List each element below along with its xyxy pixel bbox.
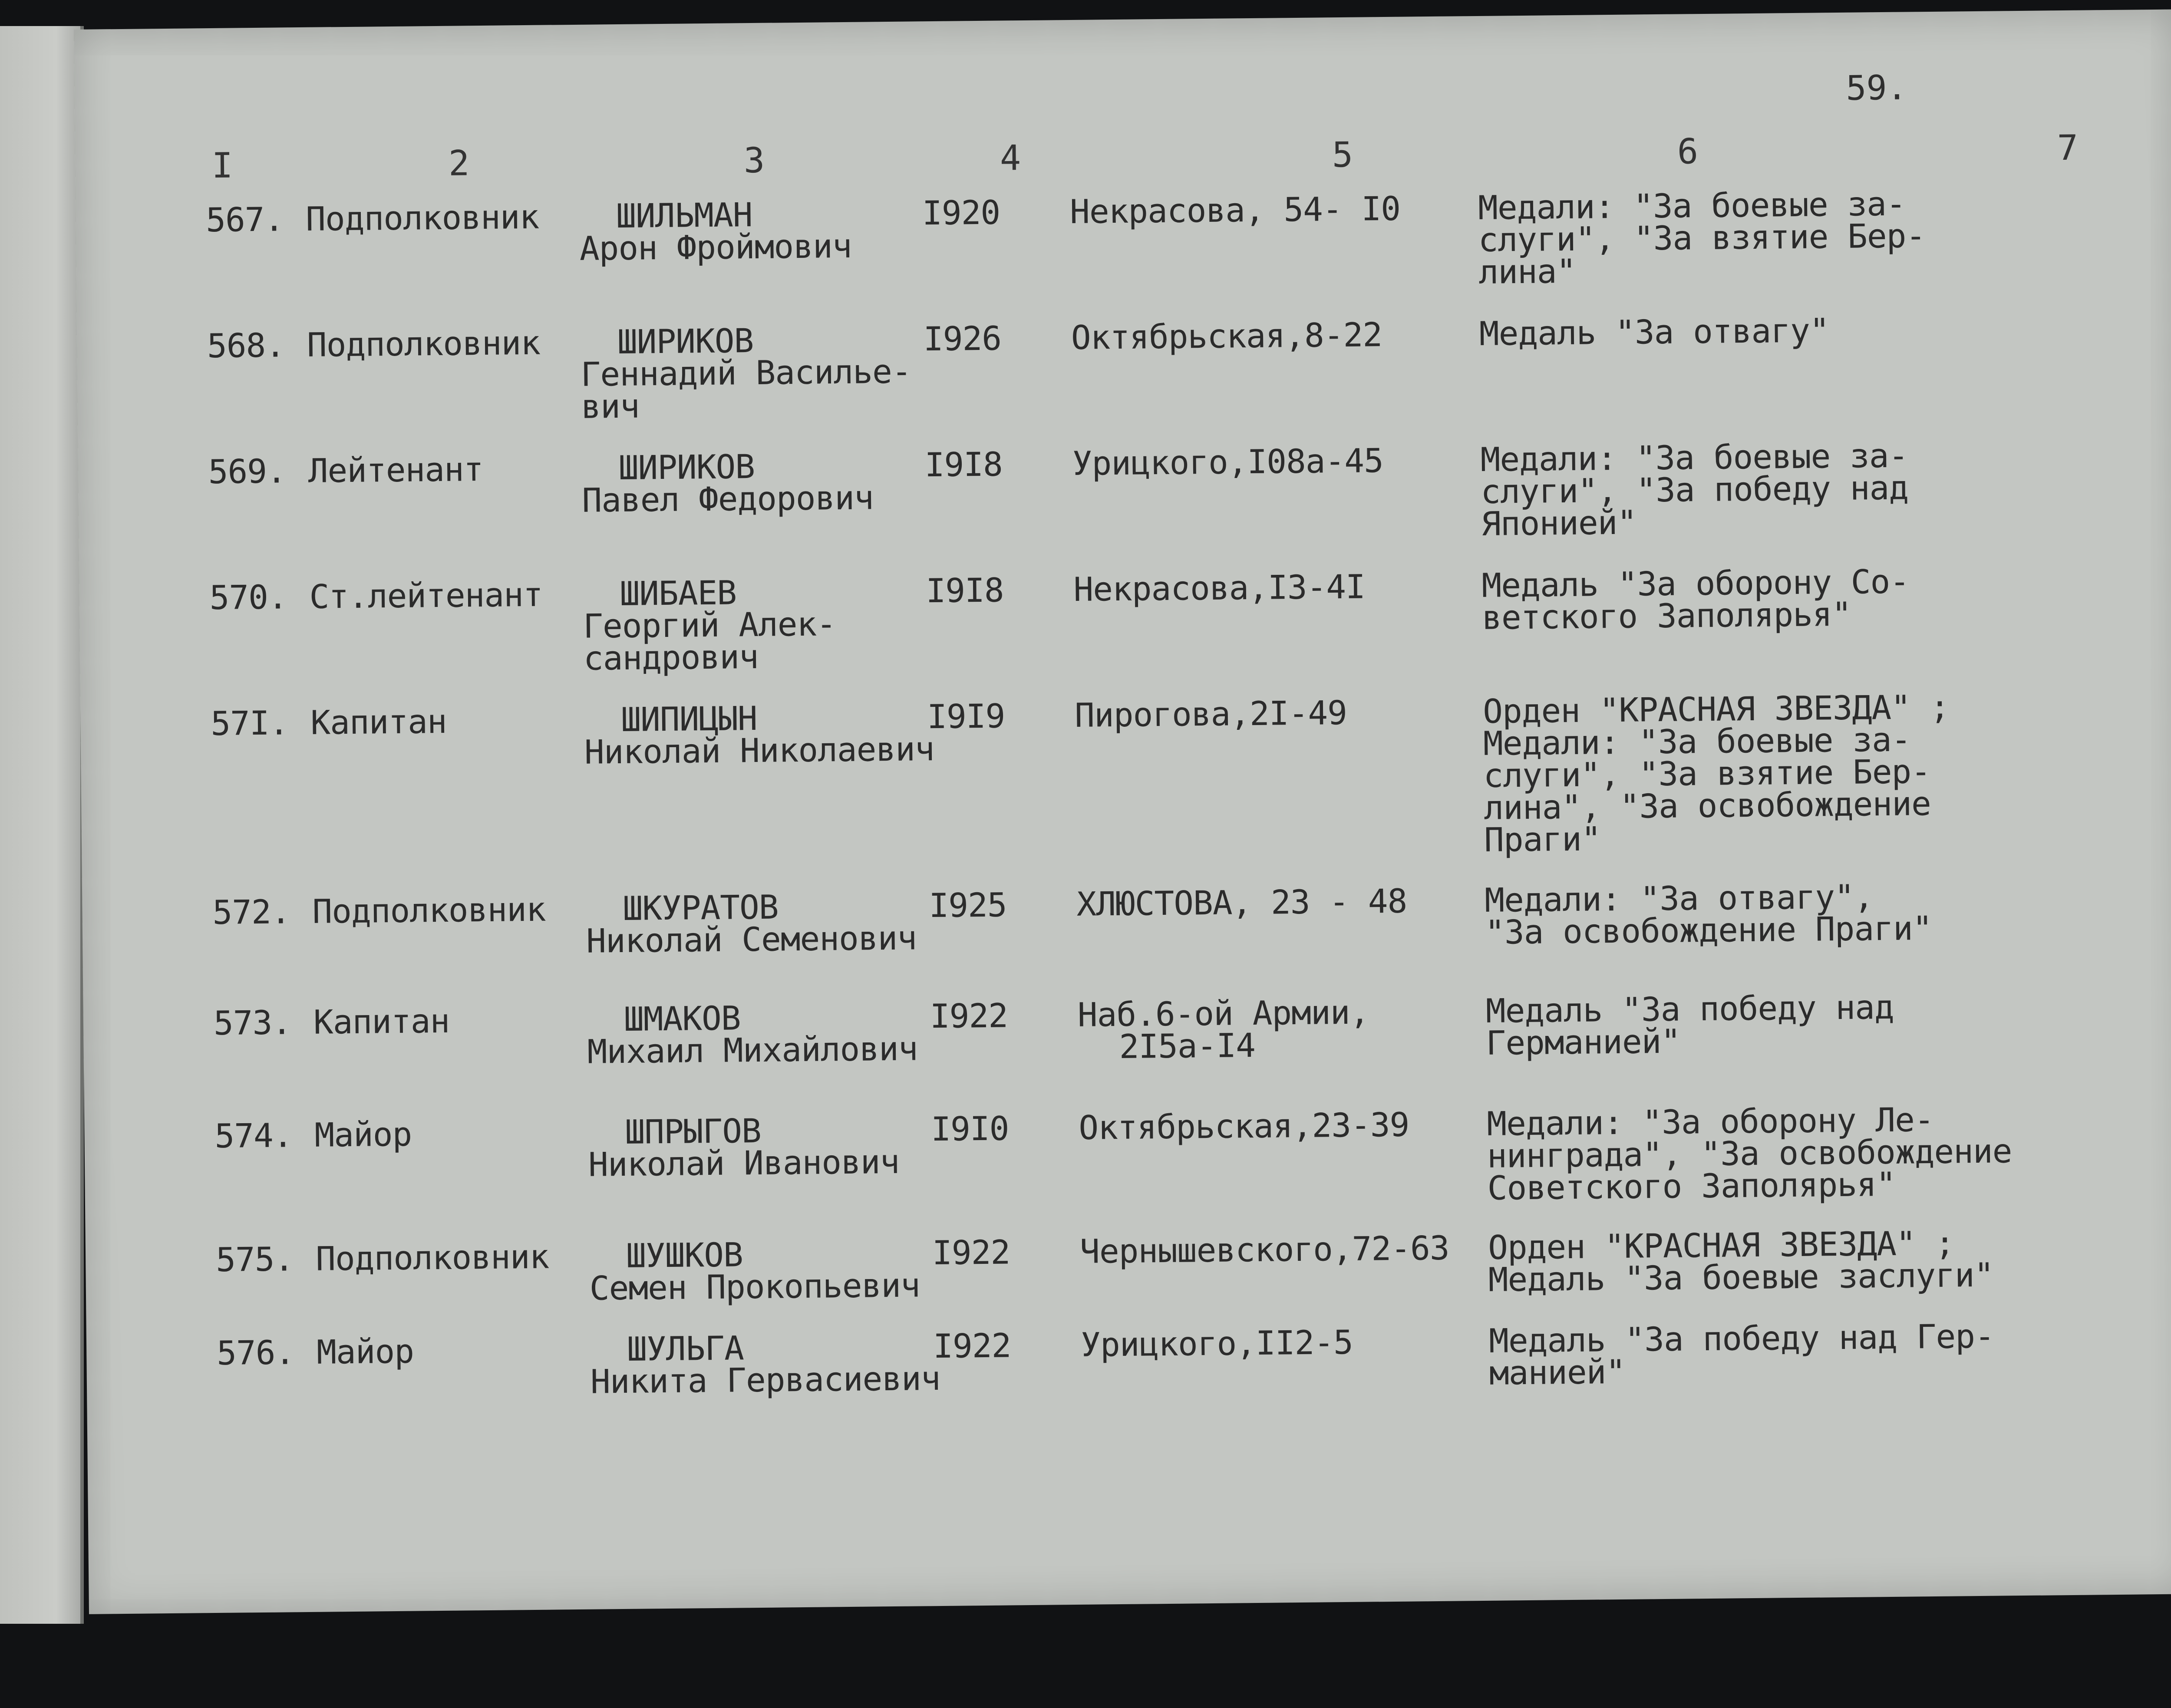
award-line: манией" (1489, 1352, 1626, 1392)
award-line: лина", "За освобождение (1483, 784, 1931, 827)
address (1074, 693, 1347, 735)
award-line: лина" (1478, 251, 1576, 291)
award-line: Медаль "За оборону Со- (1481, 562, 1910, 605)
surname: ШМАКОВ (624, 999, 741, 1039)
entry-number: 567. (205, 200, 284, 240)
surname: ШУЛЬГА (627, 1329, 744, 1368)
address (1077, 992, 1370, 1066)
address (1069, 189, 1401, 231)
given-name: Арон Фроймович (579, 226, 852, 268)
entry-number: 576. (216, 1333, 295, 1372)
entry-number: 569. (208, 452, 287, 491)
surname: ШИРИКОВ (617, 321, 754, 362)
list-item (79, 562, 2171, 678)
surname: ШИПИЦЫН (620, 699, 758, 739)
given-name: Никита Гервасиевич (590, 1358, 940, 1401)
military-rank: Капитан (310, 702, 447, 742)
surname: ШИРИКОВ (618, 447, 755, 487)
person-name (586, 887, 917, 960)
person-name (589, 1235, 921, 1308)
award-line: нинграда", "За освобождение (1487, 1131, 2012, 1175)
military-rank: Подполковник (307, 323, 541, 364)
birth-year: I926 (923, 319, 1002, 359)
awards (1481, 562, 1910, 637)
birth-year: I920 (922, 193, 1000, 233)
list-item (86, 1223, 2171, 1308)
given-name: Семен Прокопьевич (589, 1266, 921, 1308)
military-rank: Ст.лейтенант (309, 575, 543, 616)
address-line: Наб.6-ой Армии, (1077, 992, 1369, 1034)
military-rank: Подполковник (305, 197, 539, 238)
address (1078, 1105, 1409, 1147)
column-header-6: 6 (1677, 131, 1699, 172)
awards (1485, 987, 1894, 1062)
awards (1486, 1100, 2012, 1207)
surname: ШКУРАТОВ (623, 887, 779, 928)
address-line: Некрасова,I3-4I (1073, 567, 1366, 609)
military-rank: Майор (314, 1114, 412, 1154)
awards (1484, 877, 1932, 952)
person-name (581, 447, 874, 520)
address (1073, 567, 1366, 609)
person-name (588, 1111, 900, 1184)
birth-year: I9I0 (930, 1109, 1009, 1149)
person-name (590, 1329, 940, 1401)
list-item (84, 1100, 2171, 1207)
award-line: Медали: "За боевые за- (1483, 720, 1911, 763)
address-line: Урицкого,II2-5 (1080, 1322, 1353, 1364)
address (1071, 315, 1382, 357)
surname: ШПРЫГОВ (625, 1111, 762, 1151)
military-rank: Капитан (313, 1001, 450, 1042)
column-header-2: 2 (448, 143, 470, 184)
entry-number: 568. (207, 326, 285, 366)
given-name: Николай Семенович (586, 918, 917, 960)
list-item (80, 687, 2171, 859)
surname: ШИБАЕВ (620, 573, 737, 613)
awards (1480, 436, 1909, 543)
award-line: Орден "КРАСНАЯ ЗВЕЗДА" ; (1482, 687, 1950, 731)
birth-year: I922 (933, 1326, 1011, 1366)
military-rank: Лейтенант (308, 450, 484, 490)
person-name (581, 321, 912, 426)
address-line: ХЛЮСТОВА, 23 - 48 (1076, 881, 1407, 923)
given-name-continued: сандрович (583, 637, 759, 678)
address-line: Пирогова,2I-49 (1074, 693, 1347, 735)
entry-number: 575. (215, 1240, 294, 1279)
address (1076, 881, 1407, 923)
given-name-continued: вич (581, 386, 640, 426)
list-item (76, 184, 2171, 291)
person-name (584, 699, 935, 772)
award-line: Орден "КРАСНАЯ ЗВЕЗДА" ; (1488, 1223, 1955, 1267)
awards (1488, 1316, 1995, 1392)
column-header-3: 3 (743, 140, 765, 181)
list-item (82, 877, 2171, 960)
given-name: Николай Иванович (588, 1142, 900, 1184)
entry-number: 572. (212, 892, 290, 932)
list-item (77, 311, 2171, 426)
address-line: Урицкого,I08а-45 (1072, 441, 1384, 483)
address-line: Октябрьская,23-39 (1078, 1105, 1409, 1147)
birth-year: I9I9 (927, 696, 1005, 736)
award-line: Праги" (1484, 819, 1601, 859)
award-line: слуги", "За взятие Бер- (1483, 752, 1931, 795)
award-line: Медаль "За отвагу" (1479, 311, 1829, 353)
award-line: ветского Заполярья" (1481, 594, 1851, 637)
awards (1488, 1223, 1994, 1299)
entry-number: 574. (214, 1116, 293, 1156)
military-rank: Подполковник (312, 890, 546, 931)
birth-year: I922 (930, 996, 1008, 1036)
awards (1482, 687, 1951, 859)
given-name: Михаил Михайлович (587, 1029, 918, 1071)
document-page (74, 10, 2171, 1614)
given-name: Геннадий Васильe- (581, 352, 911, 394)
award-line: "За освобождение Праги" (1485, 909, 1932, 952)
awards (1479, 311, 1829, 353)
award-line: Медаль "За победу над (1485, 987, 1894, 1030)
birth-year: I9I8 (926, 570, 1004, 610)
entry-number: 57I. (210, 703, 289, 743)
award-line: Медаль "За победу над Гер- (1488, 1316, 1995, 1360)
award-line: слуги", "За взятие Бер- (1478, 216, 1926, 259)
award-line: Советского Заполярья" (1487, 1164, 1896, 1207)
address-line-continued: 2I5а-I4 (1119, 1025, 1256, 1066)
award-line: Японией" (1481, 503, 1637, 543)
column-header-5: 5 (1332, 134, 1353, 175)
birth-year: I922 (932, 1233, 1010, 1273)
address-line: Октябрьская,8-22 (1071, 315, 1382, 357)
given-name: Павел Федорович (582, 478, 874, 520)
entry-number: 573. (213, 1003, 292, 1043)
column-header-7: 7 (2057, 127, 2079, 168)
list-item (78, 436, 2171, 543)
list-item (83, 987, 2171, 1071)
awards (1478, 184, 1926, 291)
entry-number: 570. (209, 577, 288, 617)
list-item (86, 1316, 2171, 1401)
birth-year: I925 (929, 885, 1007, 925)
birth-year: I9I8 (924, 445, 1003, 485)
surname: ШУШКОВ (626, 1235, 743, 1275)
award-line: Медали: "За отвагу", (1484, 877, 1874, 920)
address-line: Чернышевского,72-63 (1079, 1228, 1449, 1271)
award-line: Медали: "За боевые за- (1478, 184, 1906, 227)
award-line: Медаль "За боевые заслуги" (1488, 1255, 1994, 1299)
previous-page-edge (0, 26, 84, 1624)
page-number: 59. (1846, 68, 1907, 108)
given-name: Георгий Алек- (583, 604, 836, 646)
address (1079, 1228, 1449, 1271)
address (1080, 1322, 1353, 1364)
address-line: Некрасова, 54- I0 (1069, 189, 1401, 231)
person-name (579, 195, 852, 268)
surname: ШИЛЬМАН (616, 195, 752, 236)
person-name (583, 573, 836, 678)
given-name: Николай Николаевич (584, 729, 935, 772)
award-line: Германией" (1486, 1022, 1681, 1062)
military-rank: Майор (316, 1332, 414, 1372)
column-header-1: I (211, 145, 233, 186)
person-name (587, 999, 918, 1071)
military-rank: Подполковник (315, 1237, 549, 1278)
award-line: Медали: "За оборону Ле- (1486, 1100, 1934, 1143)
award-line: слуги", "За победу над (1480, 468, 1909, 511)
address (1072, 441, 1384, 483)
column-header-4: 4 (1000, 138, 1021, 178)
award-line: Медали: "За боевые за- (1480, 436, 1908, 479)
